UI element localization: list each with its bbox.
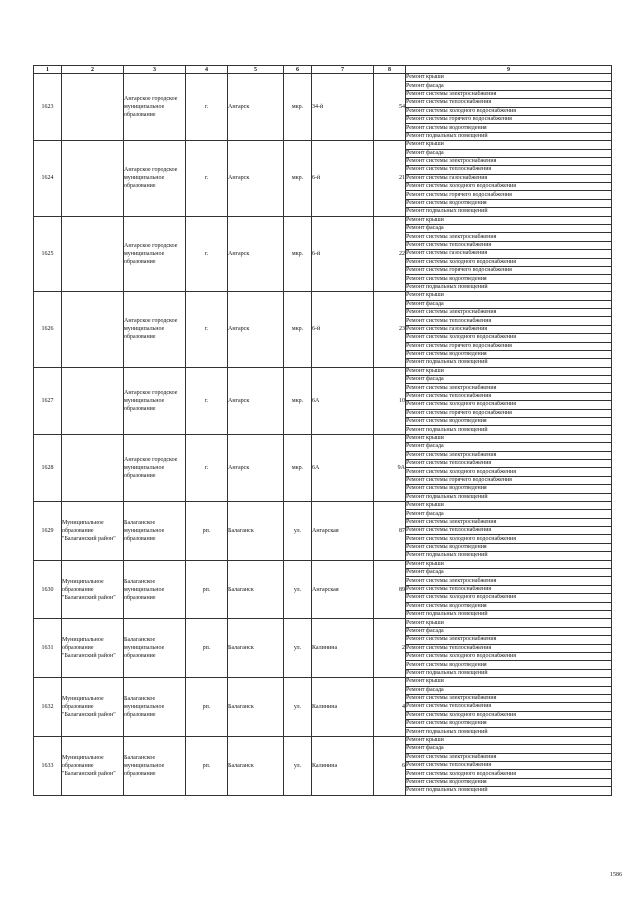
municipal-entity: Балаганское муниципальное образование <box>124 736 186 795</box>
col-header: 3 <box>124 66 186 74</box>
municipal-entity: Ангарское городское муниципальное образование <box>124 367 186 434</box>
street-name: 6А <box>312 367 374 434</box>
work-item: Ремонт системы холодного водоснабжения <box>406 401 612 409</box>
work-item: Ремонт подвальных помещений <box>406 283 612 291</box>
col-header: 4 <box>186 66 228 74</box>
work-item: Ремонт системы теплоснабжения <box>406 762 612 770</box>
settlement-name: Ангарск <box>228 434 284 501</box>
municipal-district: Муниципальное образование "Балаганский район" <box>62 678 124 737</box>
col-header: 9 <box>406 66 612 74</box>
table-row <box>34 367 612 375</box>
work-item: Ремонт системы горячего водоснабжения <box>406 266 612 274</box>
settlement-name: Балаганск <box>228 678 284 737</box>
settlement-name: Ангарск <box>228 141 284 217</box>
work-item: Ремонт системы горячего водоснабжения <box>406 115 612 123</box>
work-item: Ремонт крыши <box>406 367 612 375</box>
municipal-entity: Ангарское городское муниципальное образование <box>124 74 186 141</box>
street-type: ул. <box>284 501 312 560</box>
work-item: Ремонт крыши <box>406 501 612 509</box>
col-header: 2 <box>62 66 124 74</box>
street-type: мкр. <box>284 434 312 501</box>
street-name: 6-й <box>312 292 374 368</box>
work-item: Ремонт системы горячего водоснабжения <box>406 476 612 484</box>
settlement-type: рп. <box>186 678 228 737</box>
work-item: Ремонт фасада <box>406 443 612 451</box>
work-item: Ремонт системы водоотведения <box>406 720 612 728</box>
work-item: Ремонт системы холодного водоснабжения <box>406 468 612 476</box>
work-item: Ремонт фасада <box>406 569 612 577</box>
street-name: 6-й <box>312 141 374 217</box>
work-item: Ремонт крыши <box>406 292 612 300</box>
row-number: 1629 <box>34 501 62 560</box>
settlement-type: г. <box>186 141 228 217</box>
municipal-entity: Балаганское муниципальное образование <box>124 678 186 737</box>
settlement-name: Ангарск <box>228 292 284 368</box>
street-name: Ангарская <box>312 501 374 560</box>
work-item: Ремонт подвальных помещений <box>406 132 612 140</box>
work-item: Ремонт системы электроснабжения <box>406 384 612 392</box>
work-item: Ремонт системы водоотведения <box>406 602 612 610</box>
work-item: Ремонт системы водоотведения <box>406 124 612 132</box>
municipal-entity: Ангарское городское муниципальное образование <box>124 216 186 292</box>
work-item: Ремонт системы электроснабжения <box>406 753 612 761</box>
work-item: Ремонт системы холодного водоснабжения <box>406 770 612 778</box>
header-row <box>34 66 612 74</box>
street-name: 6-й <box>312 216 374 292</box>
work-item: Ремонт крыши <box>406 141 612 149</box>
municipal-entity: Балаганское муниципальное образование <box>124 560 186 619</box>
row-number: 1631 <box>34 619 62 678</box>
municipal-entity: Балаганское муниципальное образование <box>124 501 186 560</box>
municipal-district: Муниципальное образование "Балаганский район" <box>62 501 124 560</box>
municipal-district <box>62 74 124 141</box>
work-item: Ремонт системы теплоснабжения <box>406 99 612 107</box>
house-number: 89 <box>374 560 406 619</box>
work-item: Ремонт подвальных помещений <box>406 728 612 736</box>
municipal-district <box>62 434 124 501</box>
work-item: Ремонт системы газоснабжения <box>406 174 612 182</box>
work-item: Ремонт системы электроснабжения <box>406 157 612 165</box>
work-item: Ремонт системы водоотведения <box>406 275 612 283</box>
settlement-name: Балаганск <box>228 560 284 619</box>
municipal-entity: Ангарское городское муниципальное образование <box>124 434 186 501</box>
work-item: Ремонт системы электроснабжения <box>406 233 612 241</box>
row-number: 1626 <box>34 292 62 368</box>
street-type: ул. <box>284 736 312 795</box>
house-number: 87 <box>374 501 406 560</box>
settlement-name: Ангарск <box>228 367 284 434</box>
work-item: Ремонт системы водоотведения <box>406 350 612 358</box>
work-item: Ремонт системы водоотведения <box>406 485 612 493</box>
work-item: Ремонт системы теплоснабжения <box>406 459 612 467</box>
work-item: Ремонт фасада <box>406 510 612 518</box>
house-number: 23 <box>374 292 406 368</box>
table-row <box>34 501 612 509</box>
settlement-type: г. <box>186 434 228 501</box>
work-item: Ремонт системы электроснабжения <box>406 308 612 316</box>
work-item: Ремонт системы теплоснабжения <box>406 585 612 593</box>
street-type: мкр. <box>284 292 312 368</box>
settlement-name: Балаганск <box>228 501 284 560</box>
municipal-entity: Ангарское городское муниципальное образование <box>124 141 186 217</box>
work-item: Ремонт системы электроснабжения <box>406 90 612 98</box>
work-item: Ремонт подвальных помещений <box>406 611 612 619</box>
work-item: Ремонт системы электроснабжения <box>406 636 612 644</box>
settlement-type: рп. <box>186 501 228 560</box>
house-number: 2 <box>374 619 406 678</box>
work-item: Ремонт системы теплоснабжения <box>406 644 612 652</box>
col-header: 7 <box>312 66 374 74</box>
table-row <box>34 141 612 149</box>
table-row <box>34 678 612 686</box>
work-item: Ремонт подвальных помещений <box>406 493 612 501</box>
work-item: Ремонт крыши <box>406 560 612 568</box>
work-item: Ремонт крыши <box>406 678 612 686</box>
street-type: ул. <box>284 678 312 737</box>
municipal-district <box>62 141 124 217</box>
municipal-district: Муниципальное образование "Балаганский район" <box>62 736 124 795</box>
col-header: 1 <box>34 66 62 74</box>
work-item: Ремонт фасада <box>406 149 612 157</box>
work-item: Ремонт системы холодного водоснабжения <box>406 652 612 660</box>
table-row <box>34 216 612 224</box>
work-item: Ремонт фасада <box>406 376 612 384</box>
settlement-type: рп. <box>186 619 228 678</box>
work-item: Ремонт системы холодного водоснабжения <box>406 535 612 543</box>
house-number: 10 <box>374 367 406 434</box>
house-number: 22 <box>374 216 406 292</box>
street-type: мкр. <box>284 141 312 217</box>
work-item: Ремонт подвальных помещений <box>406 669 612 677</box>
work-item: Ремонт крыши <box>406 736 612 744</box>
work-item: Ремонт системы горячего водоснабжения <box>406 191 612 199</box>
street-type: ул. <box>284 560 312 619</box>
municipal-district: Муниципальное образование "Балаганский район" <box>62 619 124 678</box>
work-item: Ремонт системы электроснабжения <box>406 518 612 526</box>
work-item: Ремонт фасада <box>406 627 612 635</box>
house-number: 21 <box>374 141 406 217</box>
work-item: Ремонт системы газоснабжения <box>406 250 612 258</box>
row-number: 1630 <box>34 560 62 619</box>
work-item: Ремонт системы газоснабжения <box>406 325 612 333</box>
work-item: Ремонт крыши <box>406 434 612 442</box>
municipal-entity: Балаганское муниципальное образование <box>124 619 186 678</box>
work-item: Ремонт системы теплоснабжения <box>406 241 612 249</box>
work-item: Ремонт системы холодного водоснабжения <box>406 711 612 719</box>
settlement-type: г. <box>186 216 228 292</box>
settlement-name: Балаганск <box>228 736 284 795</box>
table-row <box>34 736 612 744</box>
work-item: Ремонт системы горячего водоснабжения <box>406 342 612 350</box>
row-number: 1628 <box>34 434 62 501</box>
street-name: Калинина <box>312 678 374 737</box>
house-number: 4 <box>374 678 406 737</box>
municipal-district <box>62 367 124 434</box>
work-item: Ремонт подвальных помещений <box>406 359 612 367</box>
settlement-name: Ангарск <box>228 216 284 292</box>
page-number: 1586 <box>610 872 622 878</box>
work-item: Ремонт системы теплоснабжения <box>406 392 612 400</box>
work-item: Ремонт подвальных помещений <box>406 208 612 216</box>
street-name: 6А <box>312 434 374 501</box>
col-header: 5 <box>228 66 284 74</box>
work-item: Ремонт системы холодного водоснабжения <box>406 594 612 602</box>
table-row <box>34 560 612 568</box>
settlement-type: рп. <box>186 560 228 619</box>
row-number: 1627 <box>34 367 62 434</box>
work-item: Ремонт системы водоотведения <box>406 199 612 207</box>
settlement-name: Ангарск <box>228 74 284 141</box>
work-item: Ремонт системы холодного водоснабжения <box>406 258 612 266</box>
municipal-entity: Ангарское городское муниципальное образование <box>124 292 186 368</box>
house-number: 9А <box>374 434 406 501</box>
table-body <box>34 74 612 796</box>
work-item: Ремонт системы теплоснабжения <box>406 166 612 174</box>
street-name: Калинина <box>312 619 374 678</box>
table-row <box>34 74 612 82</box>
work-item: Ремонт системы водоотведения <box>406 661 612 669</box>
work-item: Ремонт системы водоотведения <box>406 418 612 426</box>
work-item: Ремонт системы холодного водоснабжения <box>406 334 612 342</box>
street-type: ул. <box>284 619 312 678</box>
work-item: Ремонт крыши <box>406 619 612 627</box>
register-table <box>33 65 612 796</box>
table-row <box>34 434 612 442</box>
municipal-district <box>62 292 124 368</box>
work-item: Ремонт фасада <box>406 745 612 753</box>
row-number: 1623 <box>34 74 62 141</box>
col-header: 6 <box>284 66 312 74</box>
row-number: 1624 <box>34 141 62 217</box>
street-name: Калинина <box>312 736 374 795</box>
settlement-name: Балаганск <box>228 619 284 678</box>
work-item: Ремонт системы теплоснабжения <box>406 703 612 711</box>
settlement-type: рп. <box>186 736 228 795</box>
col-header: 8 <box>374 66 406 74</box>
row-number: 1633 <box>34 736 62 795</box>
work-item: Ремонт системы теплоснабжения <box>406 317 612 325</box>
work-item: Ремонт фасада <box>406 225 612 233</box>
street-type: мкр. <box>284 74 312 141</box>
settlement-type: г. <box>186 74 228 141</box>
settlement-type: г. <box>186 367 228 434</box>
work-item: Ремонт системы электроснабжения <box>406 694 612 702</box>
work-item: Ремонт фасада <box>406 82 612 90</box>
work-item: Ремонт крыши <box>406 74 612 82</box>
work-item: Ремонт подвальных помещений <box>406 426 612 434</box>
municipal-district: Муниципальное образование "Балаганский район" <box>62 560 124 619</box>
work-item: Ремонт системы горячего водоснабжения <box>406 409 612 417</box>
work-item: Ремонт системы электроснабжения <box>406 577 612 585</box>
table-row <box>34 292 612 300</box>
work-item: Ремонт крыши <box>406 216 612 224</box>
street-name: Ангарская <box>312 560 374 619</box>
settlement-type: г. <box>186 292 228 368</box>
house-number: 54 <box>374 74 406 141</box>
street-type: мкр. <box>284 367 312 434</box>
work-item: Ремонт системы электроснабжения <box>406 451 612 459</box>
work-item: Ремонт системы теплоснабжения <box>406 527 612 535</box>
municipal-district <box>62 216 124 292</box>
work-item: Ремонт системы холодного водоснабжения <box>406 107 612 115</box>
row-number: 1632 <box>34 678 62 737</box>
work-item: Ремонт подвальных помещений <box>406 552 612 560</box>
work-item: Ремонт подвальных помещений <box>406 787 612 795</box>
work-item: Ремонт фасада <box>406 686 612 694</box>
table-row <box>34 619 612 627</box>
work-item: Ремонт системы водоотведения <box>406 778 612 786</box>
house-number: 6 <box>374 736 406 795</box>
street-type: мкр. <box>284 216 312 292</box>
work-item: Ремонт системы водоотведения <box>406 543 612 551</box>
work-item: Ремонт фасада <box>406 300 612 308</box>
work-item: Ремонт системы холодного водоснабжения <box>406 183 612 191</box>
row-number: 1625 <box>34 216 62 292</box>
street-name: 34-й <box>312 74 374 141</box>
